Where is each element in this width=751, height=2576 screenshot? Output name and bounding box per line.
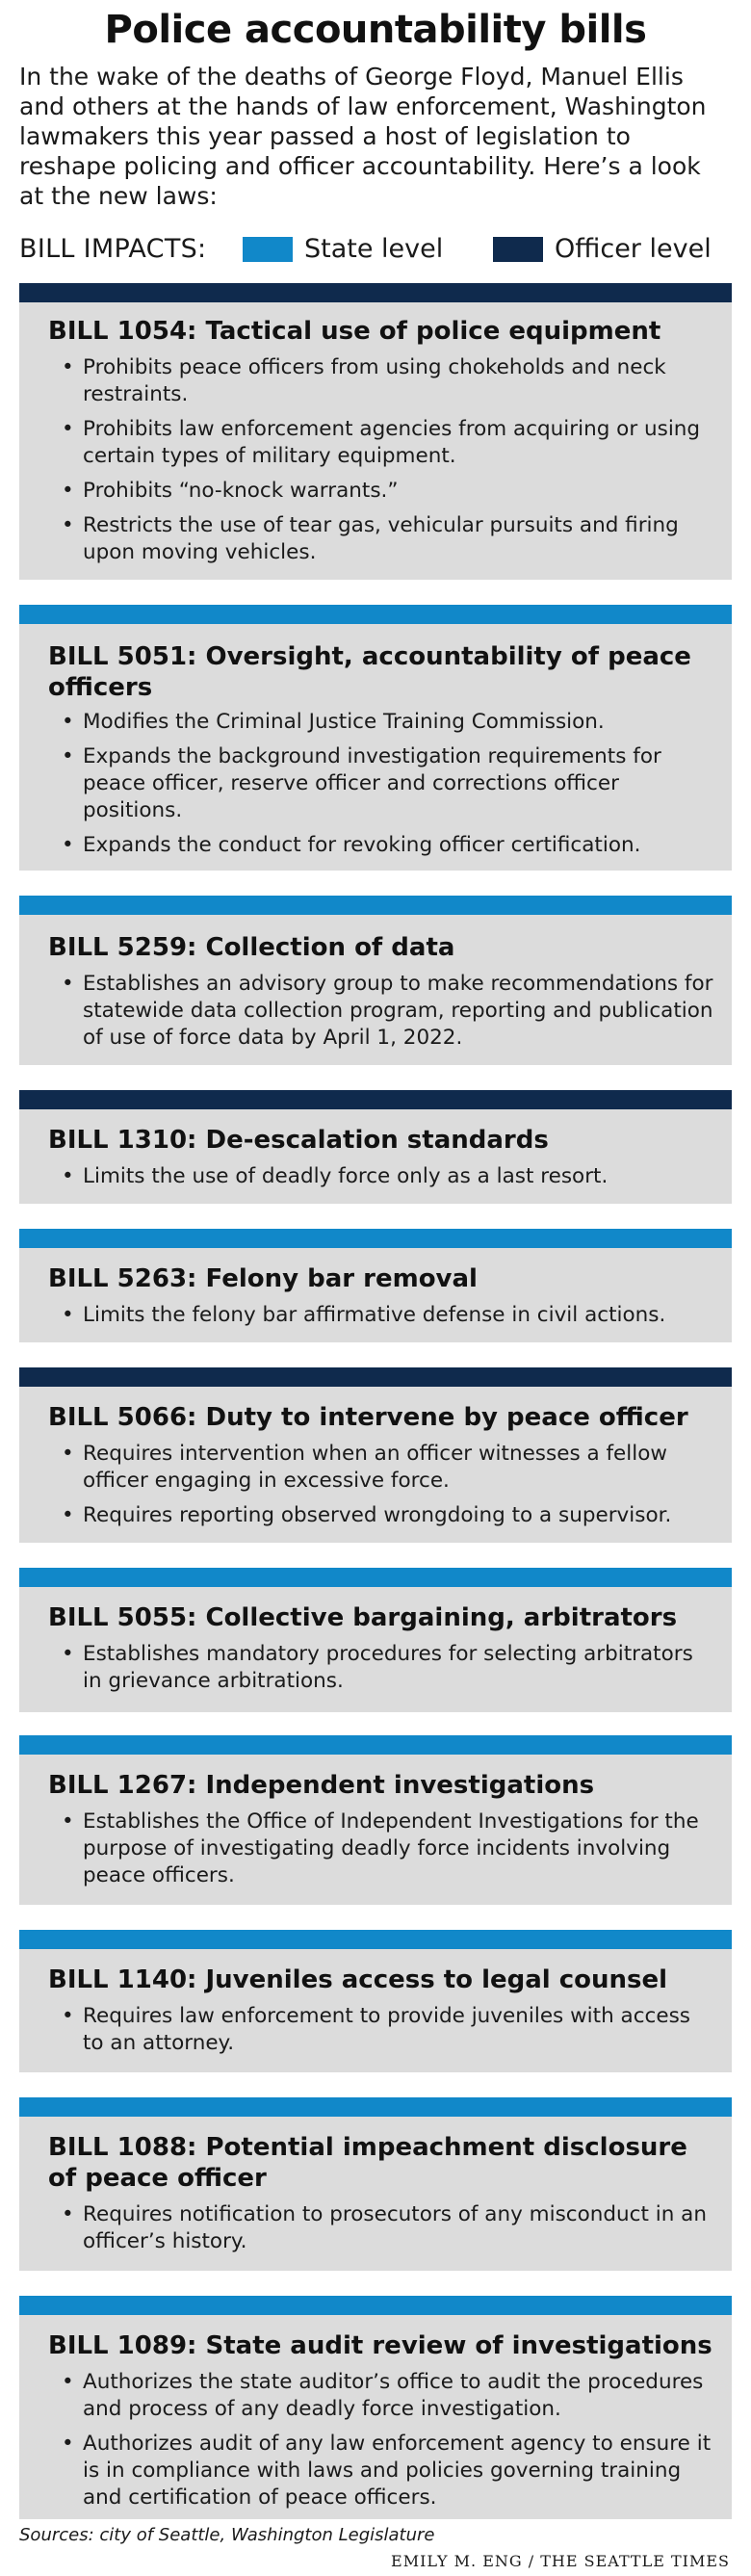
sources-note: Sources: city of Seattle, Washington Legislature	[19, 2525, 435, 2545]
impact-bar	[19, 2097, 732, 2117]
bill-item: • Establishes the Office of Independent Investigations for the purpose of investigating deadly force incidents involving peace officers.	[60, 1808, 714, 1889]
bill-item: • Limits the felony bar affirmative defense in civil actions.	[60, 1302, 714, 1329]
bill-item: • Authorizes the state auditor’s office to audit the procedures and process of any deadly force investigation.	[60, 2369, 714, 2423]
bill-title: BILL 1310: De-escalation standards	[48, 1126, 549, 1155]
bill-item: • Prohibits “no-knock warrants.”	[60, 478, 714, 505]
bill-items	[60, 1441, 714, 1537]
bill-card	[19, 1367, 732, 1543]
bill-items	[60, 1163, 714, 1198]
bill-items	[60, 971, 714, 1059]
impact-bar	[19, 2296, 732, 2315]
bill-title: BILL 5055: Collective bargaining, arbitrators	[48, 1603, 678, 1632]
impact-bar	[19, 1367, 732, 1387]
bill-item: • Prohibits law enforcement agencies from acquiring or using certain types of military equipment.	[60, 416, 714, 470]
legend-state-label: State level	[304, 234, 444, 264]
bill-card	[19, 2296, 732, 2519]
bill-item: • Requires intervention when an officer witnesses a fellow officer engaging in excessive force.	[60, 1441, 714, 1495]
bill-items	[60, 2201, 714, 2263]
bill-card	[19, 896, 732, 1065]
legend-label: BILL IMPACTS:	[19, 234, 207, 264]
bill-item: • Expands the background investigation requirements for peace officer, reserve officer and corrections officer positions.	[60, 743, 714, 824]
bill-title: BILL 5051: Oversight, accountability of peace officers	[48, 642, 691, 702]
bill-items	[60, 709, 714, 867]
legend	[19, 232, 732, 267]
legend-state-swatch	[243, 237, 293, 262]
legend-officer-swatch	[493, 237, 543, 262]
bill-title: BILL 1267: Independent investigations	[48, 1771, 595, 1800]
bill-title: BILL 1140: Juveniles access to legal counsel	[48, 1965, 668, 1994]
bill-card	[19, 1568, 732, 1712]
legend-officer-label: Officer level	[555, 234, 712, 264]
bill-item: • Modifies the Criminal Justice Training Commission.	[60, 709, 714, 736]
bill-card	[19, 283, 732, 580]
bill-title: BILL 1054: Tactical use of police equipment	[48, 317, 661, 346]
bill-items	[60, 2003, 714, 2065]
bill-items	[60, 1302, 714, 1337]
bill-title: BILL 1089: State audit review of investigations	[48, 2331, 712, 2360]
impact-bar	[19, 605, 732, 624]
bill-title: BILL 5263: Felony bar removal	[48, 1264, 478, 1293]
bill-title: BILL 5066: Duty to intervene by peace officer	[48, 1403, 688, 1432]
bill-title: BILL 5259: Collection of data	[48, 933, 455, 962]
bill-card	[19, 1090, 732, 1204]
bill-card	[19, 1735, 732, 1905]
page-title: Police accountability bills	[104, 8, 647, 52]
impact-bar	[19, 1930, 732, 1949]
bill-item: • Requires notification to prosecutors of any misconduct in an officer’s history.	[60, 2201, 714, 2255]
bill-items	[60, 1641, 714, 1703]
bill-card	[19, 605, 732, 871]
impact-bar	[19, 1568, 732, 1587]
impact-bar	[19, 283, 732, 302]
bill-card	[19, 2097, 732, 2271]
bill-item: • Requires reporting observed wrongdoing to a supervisor.	[60, 1502, 714, 1529]
intro-text: In the wake of the deaths of George Floyd, Manuel Ellis and others at the hands of law enforcement, Washington lawmakers this year passed a host of legislation to reshape policing and officer accountability. Here’s a look at the new laws:	[19, 63, 707, 210]
credit-line: EMILY M. ENG / THE SEATTLE TIMES	[391, 2552, 730, 2570]
impact-bar	[19, 1090, 732, 1109]
bill-items	[60, 1808, 714, 1897]
bill-item: • Expands the conduct for revoking officer certification.	[60, 832, 714, 859]
bill-items	[60, 2369, 714, 2519]
bill-item: • Requires law enforcement to provide juveniles with access to an attorney.	[60, 2003, 714, 2057]
impact-bar	[19, 896, 732, 915]
bill-item: • Restricts the use of tear gas, vehicular pursuits and firing upon moving vehicles.	[60, 512, 714, 566]
impact-bar	[19, 1229, 732, 1248]
bill-card	[19, 1229, 732, 1342]
bill-item: • Limits the use of deadly force only as a last resort.	[60, 1163, 714, 1190]
bill-item: • Establishes mandatory procedures for selecting arbitrators in grievance arbitrations.	[60, 1641, 714, 1695]
bill-items	[60, 354, 714, 574]
bill-item: • Authorizes audit of any law enforcement agency to ensure it is in compliance with laws and policies governing training and certification of peace officers.	[60, 2431, 714, 2511]
bill-title: BILL 1088: Potential impeachment disclosure of peace officer	[48, 2133, 687, 2193]
bill-item: • Prohibits peace officers from using chokeholds and neck restraints.	[60, 354, 714, 408]
bill-item: • Establishes an advisory group to make recommendations for statewide data collection program, reporting and publication of use of force data by April 1, 2022.	[60, 971, 714, 1052]
impact-bar	[19, 1735, 732, 1755]
bill-card	[19, 1930, 732, 2072]
